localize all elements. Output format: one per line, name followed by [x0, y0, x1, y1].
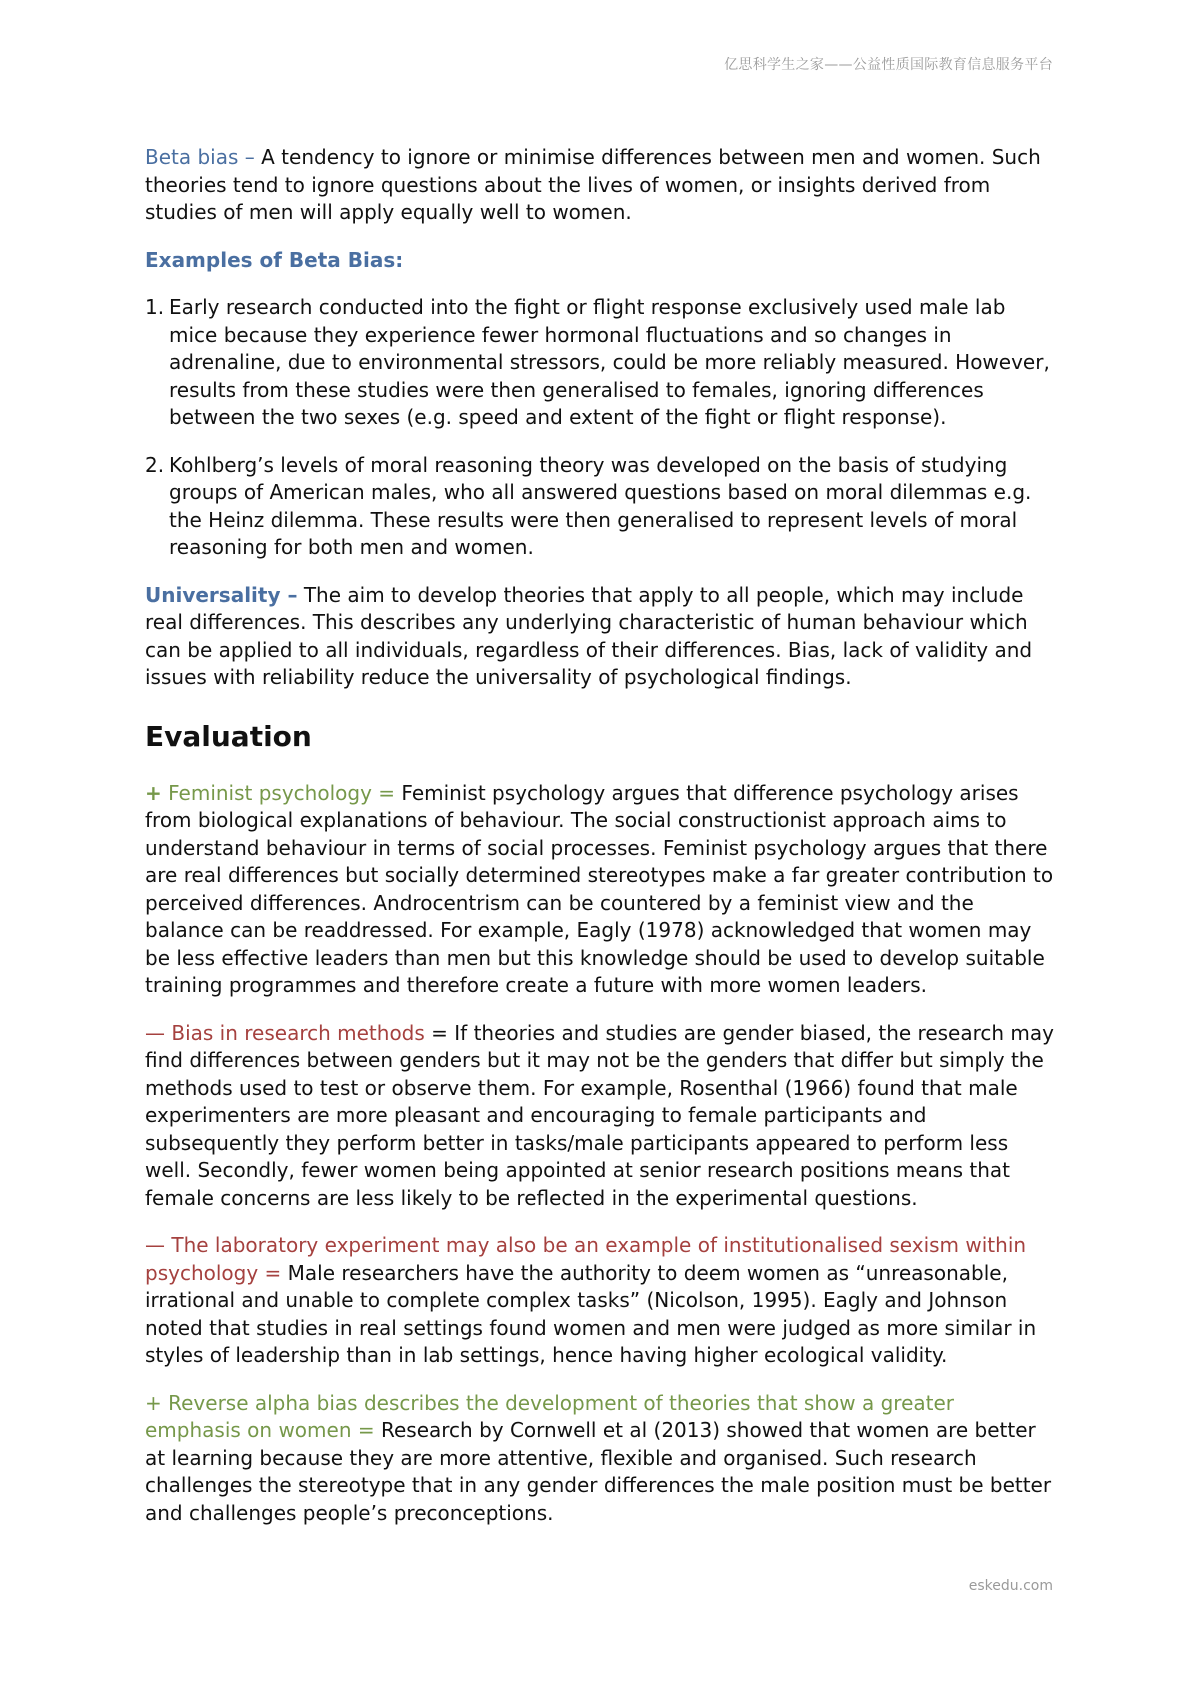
universality-paragraph	[145, 582, 1055, 692]
list-item	[145, 452, 1055, 562]
point-text: Research by Cornwell et al (2013) showed that women are better at learning because they are more attentive, flexible and organised. Such research challenges the stereotype that in any gender differences the male position must be better and challenges people’s preconceptions.	[145, 1418, 1052, 1525]
equals-sign: =	[351, 1418, 381, 1442]
list-item	[145, 294, 1055, 432]
plus-sign: +	[145, 780, 162, 805]
evaluation-point-research-methods	[145, 1020, 1055, 1213]
point-text: If theories and studies are gender biased, the research may find differences between genders but it may not be the genders that differ but simply the methods used to test or observe them. For example, Rosenthal (1966) found that male experimenters are more pleasant and encouraging to female participants and subsequently they perform better in tasks/male participants appeared to perform less well. Secondly, fewer women being appointed at senior research positions means that female concerns are less likely to be reflected in the experimental questions.	[145, 1020, 1054, 1210]
plus-sign: +	[145, 1390, 162, 1415]
point-text: Feminist psychology argues that difference psychology arises from biological explanations of behaviour. The social constructionist approach aims to understand behaviour in terms of social processes. Feminist psychology argues that there are real differences but socially determined stereotypes make a far greater contribution to perceived differences. Androcentrism can be countered by a feminist view and the balance can be readdressed. For example, Eagly (1978) acknowledged that women may be less effective leaders than men but this knowledge should be used to develop suitable training programmes and therefore create a future with more women leaders.	[145, 780, 1054, 997]
examples-heading: Examples of Beta Bias:	[145, 247, 404, 272]
evaluation-point-reverse-alpha	[145, 1390, 1055, 1528]
universality-term: Universality –	[145, 582, 298, 607]
point-text: Male researchers have the authority to deem women as “unreasonable, irrational and unable to complete complex tasks” (Nicolson, 1995). Eagly and Johnson noted that studies in real settings found women and men were judged as more similar in styles of leadership than in lab settings, hence having higher ecological validity.	[145, 1260, 1037, 1367]
list-item-text: Early research conducted into the fight or flight response exclusively used male lab mice because they experience fewer hormonal fluctuations and so changes in adrenaline, due to environmental stressors, could be more reliably measured. However, results from these studies were then generalised to females, ignoring differences between the two sexes (e.g. speed and extent of the fight or flight response).	[169, 295, 1050, 429]
point-label: Bias in research methods	[165, 1020, 425, 1045]
point-label: Reverse alpha bias describes the development of theories that show a greater emphasis on women	[145, 1390, 954, 1442]
beta-bias-paragraph	[145, 144, 1055, 227]
equals-sign: =	[424, 1020, 455, 1045]
evaluation-point-feminist	[145, 780, 1055, 1000]
list-item-text: Kohlberg’s levels of moral reasoning theory was developed on the basis of studying groups of American males, who all answered questions based on moral dilemmas e.g. the Heinz dilemma. These results were then generalised to represent levels of moral reasoning for both men and women.	[169, 452, 1032, 559]
beta-bias-definition: A tendency to ignore or minimise differences between men and women. Such theories tend to ignore questions about the lives of women, or insights derived from studies of men will apply equally well to women.	[145, 145, 1041, 224]
list-item-number: 1.	[145, 295, 165, 319]
list-item-number: 2.	[145, 452, 165, 477]
beta-bias-term: Beta bias	[145, 145, 239, 169]
page-footer: eskedu.com	[968, 1578, 1053, 1594]
examples-list	[145, 294, 1055, 562]
equals-sign: =	[371, 780, 402, 805]
page-header: 亿思科学生之家——公益性质国际教育信息服务平台	[724, 57, 1053, 73]
point-label: Feminist psychology	[161, 780, 372, 805]
equals-sign: =	[258, 1260, 288, 1285]
minus-sign: —	[145, 1020, 165, 1045]
document-body	[145, 144, 1055, 1527]
universality-definition: The aim to develop theories that apply to all people, which may include real differences. This describes any underlying characteristic of human behaviour which can be applied to all individuals, regardless of their differences. Bias, lack of validity and issues with reliability reduce the universality of psychological findings.	[145, 582, 1033, 689]
evaluation-heading: Evaluation	[145, 719, 312, 753]
evaluation-point-lab-experiment	[145, 1232, 1055, 1370]
point-label: The laboratory experiment may also be an example of institutionalised sexism within psychology	[145, 1233, 1027, 1285]
minus-sign: —	[145, 1233, 165, 1257]
beta-bias-dash: –	[238, 145, 262, 169]
